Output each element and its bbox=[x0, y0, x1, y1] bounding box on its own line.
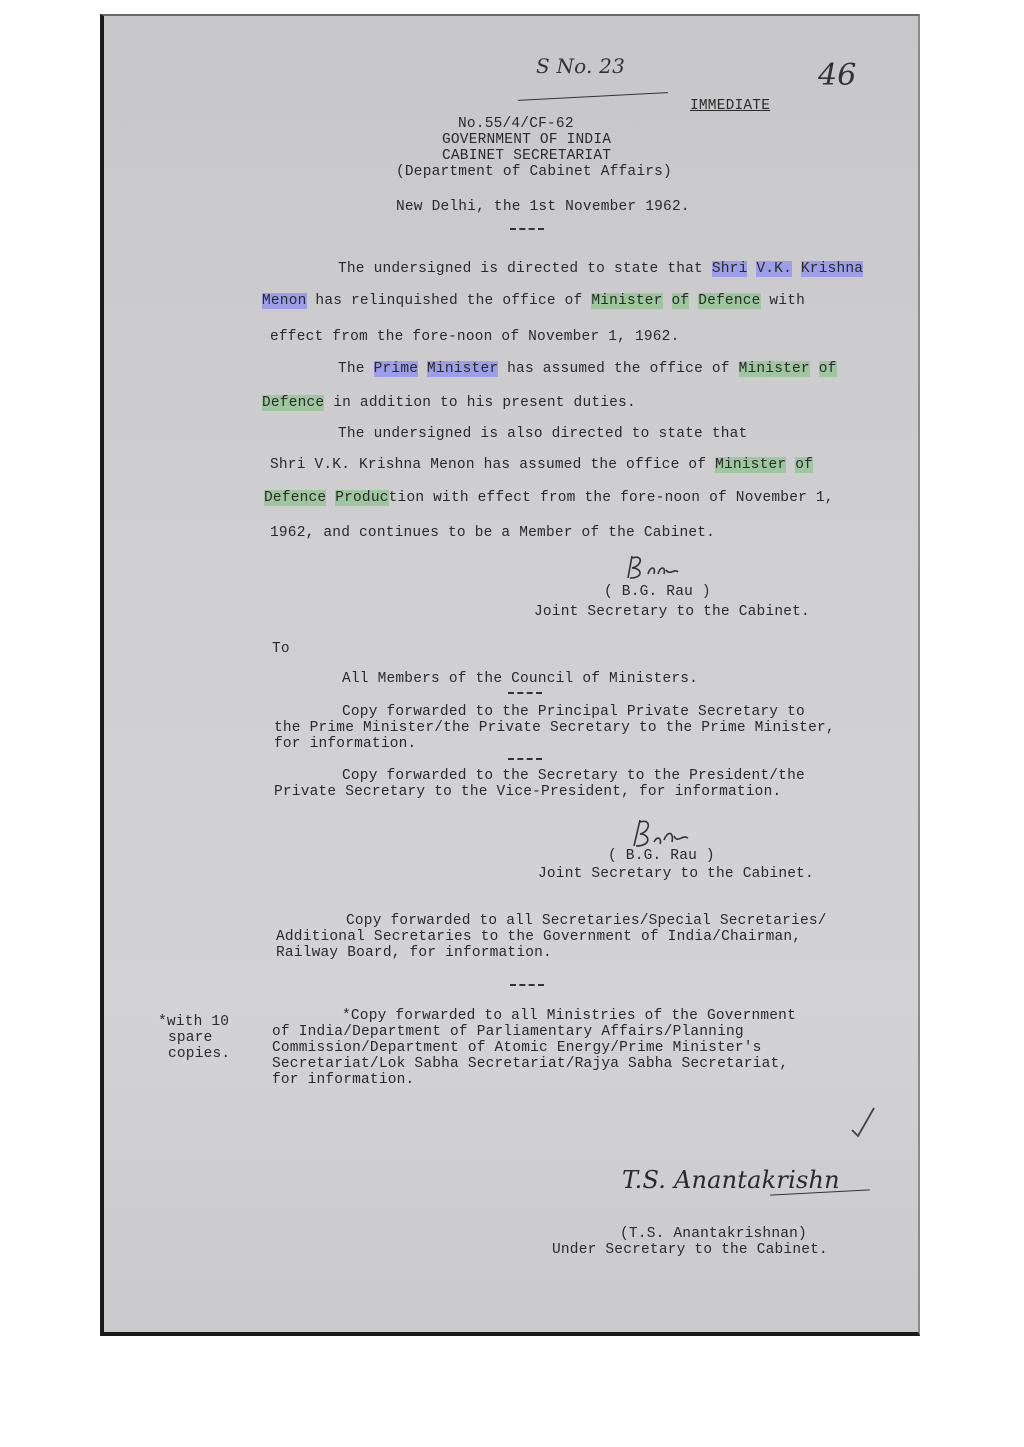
highlight-name: Krishna bbox=[800, 261, 864, 277]
tick-mark bbox=[848, 1104, 878, 1145]
copy-1-line-1: Copy forwarded to the Principal Private Secretary to bbox=[342, 704, 805, 720]
paragraph-3-line-2 bbox=[270, 457, 813, 473]
highlight-name: V.K. bbox=[756, 261, 792, 277]
highlight-name: Prime bbox=[373, 361, 419, 377]
place-date: New Delhi, the 1st November 1962. bbox=[396, 199, 690, 215]
highlight-office: of bbox=[818, 361, 837, 377]
copy-2-line-2: Private Secretary to the Vice-President, for information. bbox=[274, 784, 782, 800]
highlight-office: Defence bbox=[262, 395, 325, 411]
margin-note-line-1: *with 10 bbox=[158, 1014, 230, 1030]
copy-4-line-3: Commission/Department of Atomic Energy/Prime Minister's bbox=[272, 1040, 762, 1056]
department-heading: (Department of Cabinet Affairs) bbox=[396, 164, 672, 180]
paragraph-1-line-1 bbox=[338, 261, 863, 277]
all-members-line: All Members of the Council of Ministers. bbox=[342, 671, 699, 687]
copy-4-line-5: for information. bbox=[272, 1072, 415, 1088]
divider bbox=[508, 692, 542, 694]
copy-4-line-4: Secretariat/Lok Sabha Secretariat/Rajya Sabha Secretariat, bbox=[272, 1056, 789, 1072]
signature-1-name: ( B.G. Rau ) bbox=[604, 584, 711, 600]
signature-1-title: Joint Secretary to the Cabinet. bbox=[534, 604, 810, 620]
handwritten-initials bbox=[622, 552, 682, 582]
highlight-office: of bbox=[671, 293, 690, 309]
highlight-office: of bbox=[795, 457, 814, 473]
signature-3-handwritten: T.S. Anantakrishn bbox=[622, 1166, 840, 1194]
highlight-name: Menon bbox=[262, 293, 307, 309]
signature-2-title: Joint Secretary to the Cabinet. bbox=[538, 866, 814, 882]
highlight-office: Minister bbox=[715, 457, 787, 473]
margin-note-line-2: spare bbox=[168, 1030, 213, 1046]
text-run: Shri V.K. Krishna Menon has assumed the office of bbox=[270, 457, 716, 473]
reference-number: No.55/4/CF-62 bbox=[458, 116, 574, 132]
text-run: The undersigned is directed to state that bbox=[338, 261, 712, 277]
paragraph-1-line-2 bbox=[262, 293, 805, 309]
copy-1-line-3: for information. bbox=[274, 736, 417, 752]
signature-1-initials bbox=[622, 552, 682, 587]
handwritten-initials bbox=[628, 816, 692, 850]
signature-3-name: (T.S. Anantakrishnan) bbox=[620, 1226, 807, 1242]
paragraph-3-line-1: The undersigned is also directed to state that bbox=[338, 426, 748, 442]
text-run: tion with effect from the fore-noon of November 1, bbox=[388, 490, 834, 506]
highlight-office: Minister bbox=[738, 361, 810, 377]
priority-label: IMMEDIATE bbox=[690, 98, 771, 114]
copy-1-line-2: the Prime Minister/the Private Secretary to the Prime Minister, bbox=[274, 720, 835, 736]
text-run: The bbox=[338, 361, 374, 377]
highlight-office: Produc bbox=[335, 490, 389, 506]
highlight-name: Minister bbox=[427, 361, 499, 377]
paragraph-2-line-2 bbox=[262, 395, 636, 411]
serial-annotation: S No. 23 bbox=[536, 54, 626, 78]
paragraph-1-line-3: effect from the fore-noon of November 1, 1962. bbox=[270, 329, 680, 345]
copy-2-line-1: Copy forwarded to the Secretary to the President/the bbox=[342, 768, 805, 784]
paragraph-3-line-3 bbox=[264, 490, 834, 506]
government-heading: GOVERNMENT OF INDIA bbox=[442, 132, 612, 148]
check-icon bbox=[848, 1104, 878, 1140]
text-run: has relinquished the office of bbox=[306, 293, 592, 309]
copy-4-line-1: *Copy forwarded to all Ministries of the Government bbox=[342, 1008, 796, 1024]
copy-3-line-3: Railway Board, for information. bbox=[276, 945, 552, 961]
paragraph-2-line-1 bbox=[338, 361, 837, 377]
paragraph-3-line-4: 1962, and continues to be a Member of the Cabinet. bbox=[270, 525, 716, 541]
signature-3-title: Under Secretary to the Cabinet. bbox=[552, 1242, 828, 1258]
copy-4-line-2: of India/Department of Parliamentary Affairs/Planning bbox=[272, 1024, 744, 1040]
divider bbox=[510, 984, 544, 986]
divider bbox=[508, 758, 542, 760]
signature-2-name: ( B.G. Rau ) bbox=[608, 848, 715, 864]
highlight-name: Shri bbox=[711, 261, 748, 277]
copy-3-line-2: Additional Secretaries to the Government of India/Chairman, bbox=[276, 929, 802, 945]
margin-note-line-3: copies. bbox=[168, 1046, 231, 1062]
text-run: with bbox=[760, 293, 806, 309]
highlight-office: Defence bbox=[264, 490, 327, 506]
highlight-office: Defence bbox=[698, 293, 761, 309]
to-label: To bbox=[272, 641, 290, 657]
copy-3-line-1: Copy forwarded to all Secretaries/Special Secretaries/ bbox=[346, 913, 827, 929]
text-run: in addition to his present duties. bbox=[324, 395, 636, 411]
page-number-annotation: 46 bbox=[818, 58, 857, 93]
divider bbox=[510, 228, 544, 230]
highlight-office: Minister bbox=[591, 293, 663, 309]
text-run: has assumed the office of bbox=[498, 361, 739, 377]
secretariat-heading: CABINET SECRETARIAT bbox=[442, 148, 612, 164]
